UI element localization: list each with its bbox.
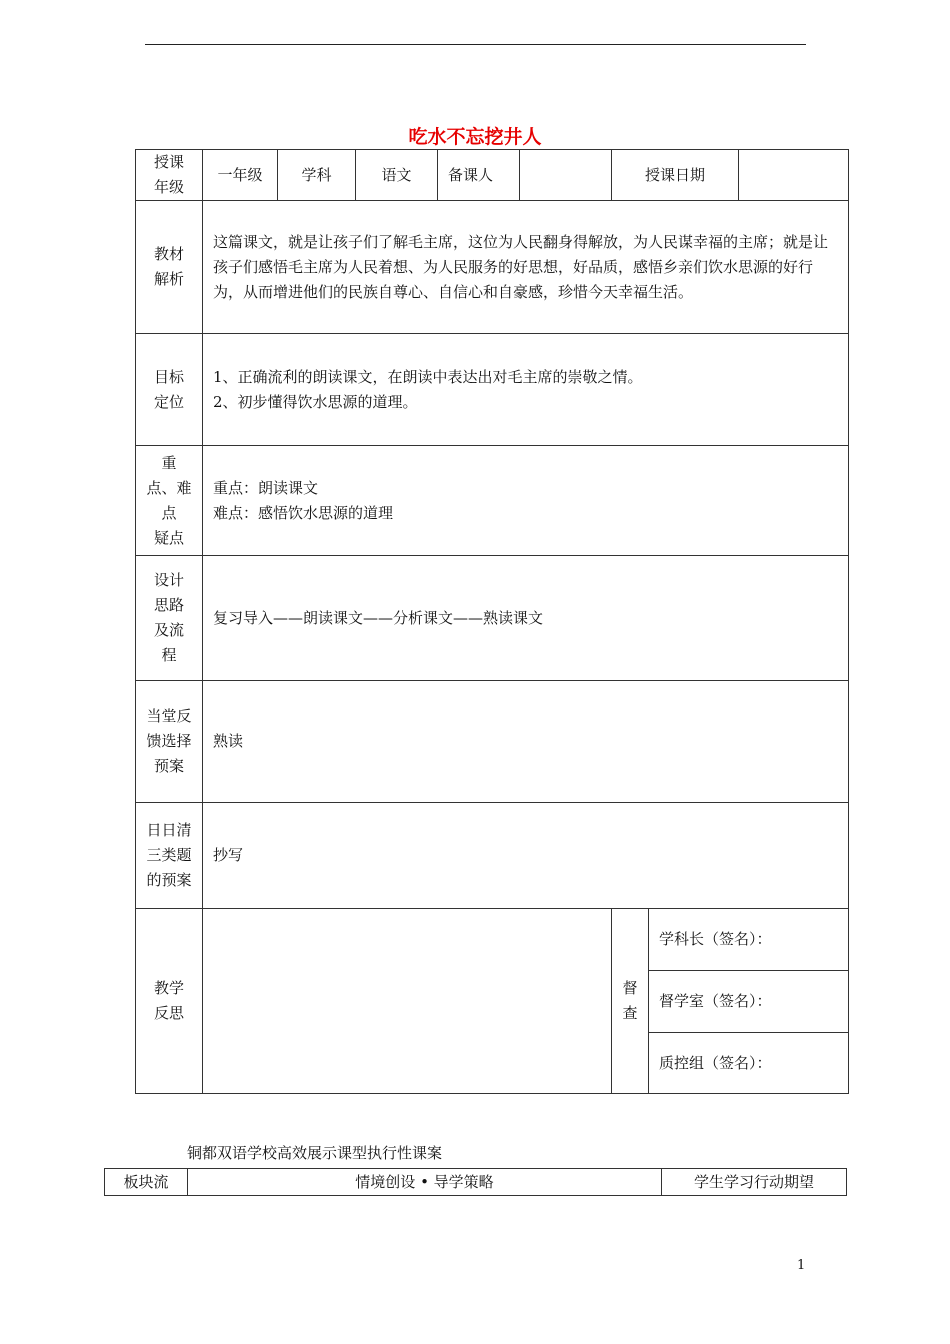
date-value xyxy=(739,150,849,201)
material-text: 这篇课文，就是让孩子们了解毛主席，这位为人民翻身得解放，为人民谋幸福的主席；就是让孩子们感悟毛主席为人民着想、为人民服务的好思想，好品质，感悟乡亲们饮水思源的好行为，从而增进他们的民族自尊心、自信心和自豪感，珍惜今天幸福生活。 xyxy=(203,201,849,334)
signature-quality-group: 质控组（签名）： xyxy=(649,1033,849,1094)
key-points-row xyxy=(136,446,849,556)
key-points-label: 重 点、难 点 疑点 xyxy=(136,446,203,556)
design-row xyxy=(136,556,849,681)
header-row xyxy=(136,150,849,201)
reflection-row xyxy=(136,909,849,971)
subject-label: 学科 xyxy=(278,150,356,201)
page-number: 1 xyxy=(797,1258,806,1273)
key-points-text: 重点：朗读课文 难点：感悟饮水思源的道理 xyxy=(203,446,849,556)
execution-plan-table xyxy=(104,1168,847,1196)
grade-label: 授课 年级 xyxy=(136,150,203,201)
material-label: 教材 解析 xyxy=(136,201,203,334)
feedback-label: 当堂反 馈选择 预案 xyxy=(136,681,203,803)
daily-text: 抄写 xyxy=(203,803,849,909)
date-label: 授课日期 xyxy=(612,150,739,201)
daily-label: 日日清 三类题 的预案 xyxy=(136,803,203,909)
column-strategy: 情境创设 • 导学策略 xyxy=(188,1169,662,1196)
preparer-label: 备课人 xyxy=(438,150,520,201)
signature-subject-head: 学科长（签名）： xyxy=(649,909,849,971)
design-label: 设计 思路 及流 程 xyxy=(136,556,203,681)
column-student-expectation: 学生学习行动期望 xyxy=(662,1169,847,1196)
supervise-label: 督 查 xyxy=(612,909,649,1094)
material-row xyxy=(136,201,849,334)
goals-row xyxy=(136,334,849,446)
design-text: 复习导入——朗读课文——分析课文——熟读课文 xyxy=(203,556,849,681)
daily-row xyxy=(136,803,849,909)
document-title: 吃水不忘挖井人 xyxy=(408,126,542,148)
reflection-label: 教学 反思 xyxy=(136,909,203,1094)
column-section-flow: 板块流 xyxy=(105,1169,188,1196)
header-rule xyxy=(145,44,806,45)
feedback-row xyxy=(136,681,849,803)
goals-text: 1、正确流利的朗读课文，在朗读中表达出对毛主席的崇敬之情。 2、初步懂得饮水思源的道理。 xyxy=(203,334,849,446)
goals-label: 目标 定位 xyxy=(136,334,203,446)
reflection-content xyxy=(203,909,612,1094)
subject-value: 语文 xyxy=(356,150,438,201)
execution-plan-header-row xyxy=(105,1169,847,1196)
signature-supervision-office: 督学室（签名）： xyxy=(649,971,849,1033)
lesson-plan-table xyxy=(135,149,849,1094)
school-footer-line: 铜都双语学校高效展示课型执行性课案 xyxy=(187,1144,443,1162)
preparer-value xyxy=(520,150,612,201)
feedback-text: 熟读 xyxy=(203,681,849,803)
grade-value: 一年级 xyxy=(203,150,278,201)
